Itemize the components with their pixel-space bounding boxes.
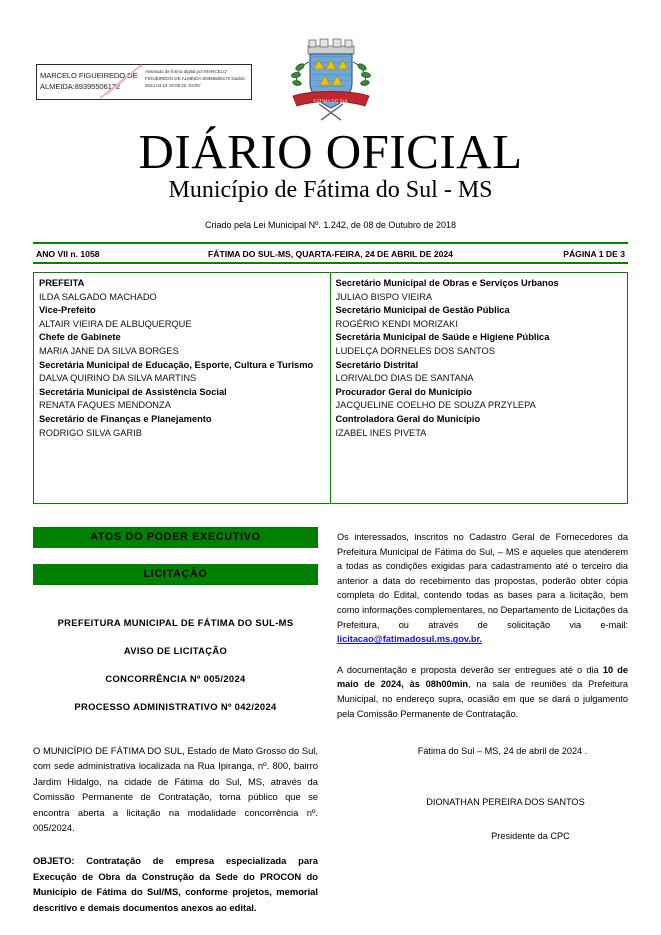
official-title: Secretário Municipal de Gestão Pública: [335, 305, 510, 316]
notice-intro-paragraph: O MUNICÍPIO DE FÁTIMA DO SUL, Estado de Mato Grosso do Sul, com sede administrativa localizada na Rua Ipiranga, nº. 800, bairro Jardim Hidalgo, na cidade de Fátima do Sul, MS, através da Comissão Permanente de Contratação, torna público que se encontra aberta a licitação na modalidade concorrência nº. 005/2024.: [33, 745, 318, 834]
official-name: IZABEL INES PIVETA: [335, 427, 427, 438]
section-banner-bidding: LICITAÇÃO: [33, 564, 318, 585]
creation-law-line: Criado pela Lei Municipal Nº. 1.242, de 08 de Outubro de 2018: [205, 220, 456, 230]
official-name: DALVA QUIRINO DA SILVA MARTINS: [39, 373, 197, 384]
digital-signature-box: [36, 64, 252, 100]
official-title: Vice-Prefeito: [39, 305, 96, 316]
official-title: Secretária Municipal de Assistência Social: [39, 386, 227, 397]
page-subtitle: Município de Fátima do Sul - MS: [168, 177, 493, 203]
signatory-name: DIONATHAN PEREIRA DOS SANTOS: [426, 797, 585, 808]
notice-object-paragraph: OBJETO: Contratação de empresa especializada para Execução de Obra da Construção da Sede do PROCON do Município de Fátima do Sul/MS, conforme projetos, memorial descritivo e demais documentos anexos ao edital.: [33, 855, 318, 913]
official-title: Chefe de Gabinete: [39, 332, 121, 343]
signature-name: MARCELO FIGUEIREDO DE ALMEIDA:89395506172: [40, 71, 138, 91]
masthead: [0, 0, 661, 240]
official-title: Controladora Geral do Município: [335, 413, 481, 424]
section-banner-executive-acts: ATOS DO PODER EXECUTIVO: [33, 527, 318, 548]
official-title: PREFEITA: [39, 278, 85, 288]
official-title: Secretário de Finanças e Planejamento: [39, 413, 212, 424]
issue-info-bar: [33, 242, 628, 264]
signature-city-date: Fátima do Sul – MS, 24 de abril de 2024 .: [417, 746, 588, 757]
content-column-left: [33, 527, 318, 915]
signature-detail: Assinado de forma digital por MARCELO FIGUEIREDO DE ALMEIDA:89395506172 Dados: 2024.04.24 19:05:22 -04'00': [145, 69, 246, 89]
deadline-text-after: , na sala de reuniões da Prefeitura Municipal, no endereço supra, ocasião em que se dará o julgamento pela Comissão Permanente de Contratação.: [337, 679, 628, 719]
officials-column-right: [331, 273, 628, 503]
page-title: DIÁRIO OFICIAL: [138, 124, 523, 179]
official-name: MARIA JANE DA SILVA BORGES: [39, 345, 179, 356]
official-name: JACQUELINE COELHO DE SOUZA PRZYLEPA: [335, 400, 536, 411]
official-title: Secretário Municipal de Obras e Serviços Urbanos: [335, 278, 559, 288]
notice-heading-bid-number: CONCORRÊNCIA Nº 005/2024: [105, 673, 246, 684]
bidding-access-paragraph: [337, 530, 628, 647]
deadline-text-before: A documentação e proposta deverão ser entregues até o dia: [337, 664, 603, 675]
official-name: JULIAO BISPO VIEIRA: [335, 291, 433, 302]
official-title: Secretário Distrital: [335, 359, 419, 370]
official-name: LORIVALDO DIAS DE SANTANA: [335, 373, 474, 384]
crest-banner-text: FÁTIMA DO SUL: [313, 98, 349, 104]
bidding-access-text: Os interessados, inscritos no Cadastro Geral de Fornecedores da Prefeitura Municipal de Fátima do Sul, – MS e aqueles que atenderem a todas as condições exigidas para cadastramento até o terceiro dia anterior a data do recebimento das propostas, poderão obter cópia completa do Edital, contendo todas as bases para a licitação, bem como informações complementares, no Departamento de Licitações da Prefeitura, ou através de solicitação via e-mail:: [337, 532, 628, 630]
officials-table: [33, 272, 628, 504]
deadline-datetime: 10 de maio de 2024, às 08h00min: [337, 664, 628, 690]
official-title: Secretária Municipal de Educação, Esporte, Cultura e Turismo: [39, 359, 314, 370]
official-name: ILDA SALGADO MACHADO: [39, 291, 157, 302]
page-counter: PÁGINA 1 DE 3: [563, 249, 625, 259]
official-name: ALTAIR VIEIRA DE ALBUQUERQUE: [39, 318, 192, 329]
official-title: Secretária Municipal de Saúde e Higiene Pública: [335, 332, 550, 343]
email-link[interactable]: licitacao@fatimadosul.ms.gov.br.: [337, 634, 483, 645]
notice-heading-process-number: PROCESSO ADMINISTRATIVO Nº 042/2024: [74, 701, 277, 712]
content-column-right: [337, 530, 628, 843]
official-name: ROGÉRIO KENDI MORIZAKI: [335, 318, 458, 329]
official-name: RODRIGO SILVA GARIB: [39, 427, 142, 438]
signatory-role: Presidente da CPC: [491, 831, 570, 842]
notice-heading-type: AVISO DE LICITAÇÃO: [123, 645, 228, 656]
officials-column-left: [34, 273, 331, 503]
issue-date: FÁTIMA DO SUL-MS, QUARTA-FEIRA, 24 DE ABRIL DE 2024: [208, 249, 453, 259]
coat-of-arms-icon: [283, 36, 379, 122]
official-name: RENATA FAQUES MENDONZA: [39, 400, 171, 411]
issue-number: ANO VII n. 1058: [36, 249, 100, 259]
official-title: Procurador Geral do Município: [335, 386, 472, 397]
delivery-deadline-paragraph: [337, 663, 628, 721]
notice-heading-entity: PREFEITURA MUNICIPAL DE FÁTIMA DO SUL-MS: [57, 617, 294, 628]
official-name: LUDELÇA DORNELES DOS SANTOS: [335, 345, 495, 356]
